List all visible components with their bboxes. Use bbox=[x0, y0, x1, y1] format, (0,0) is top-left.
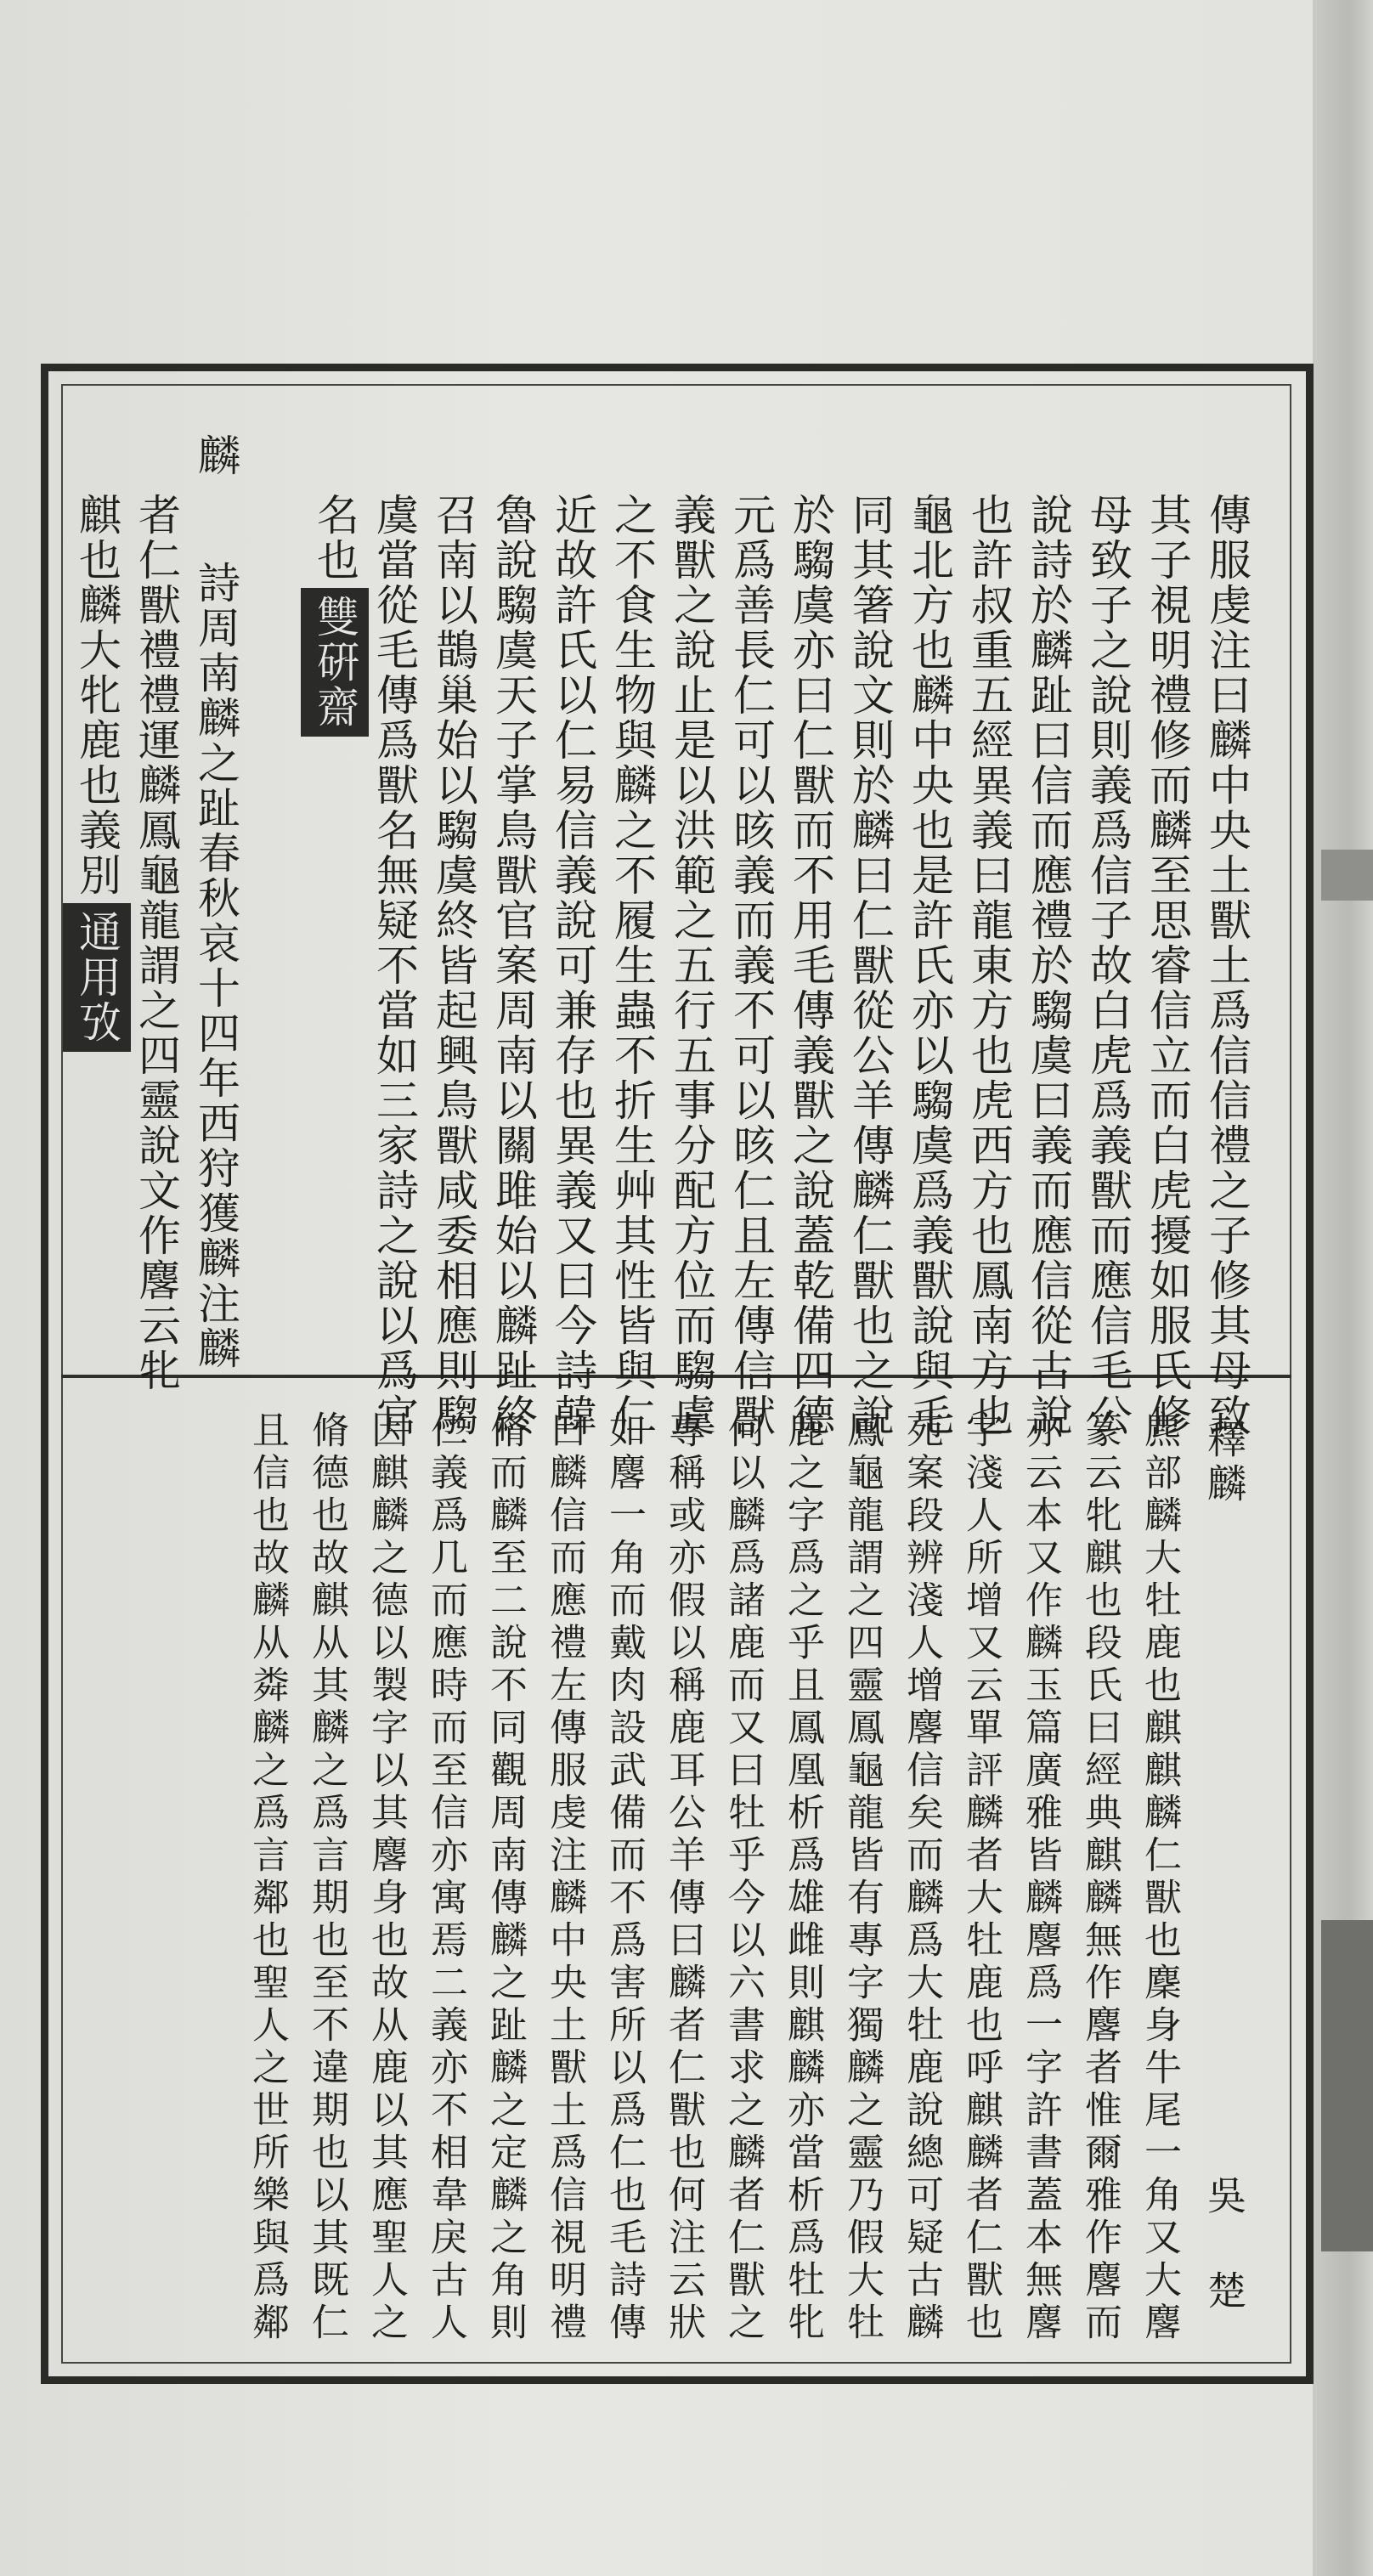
text-column: 同其箸說文則於麟曰仁獸從公羊傳麟仁獸也之說 bbox=[845, 493, 895, 1438]
text-column: 仁義爲几而應時而至信亦寓焉二義亦不相韋戾古人 bbox=[424, 1410, 467, 2345]
source-tag: 通用攷 bbox=[63, 903, 131, 1052]
text-column: 於騶虞亦曰仁獸而不用毛傳義獸之說蓋乾備四德 bbox=[786, 493, 835, 1438]
source-tag: 雙硏齋 bbox=[301, 588, 369, 737]
essay-author: 吳 楚 bbox=[1201, 2175, 1247, 2314]
text-column: 麃部麟大牡鹿也麒麒麟仁獸也麇身牛尾一角又大麐 bbox=[1138, 1410, 1181, 2345]
text-column: 專稱或亦假以稱鹿耳公羊傳曰麟者仁獸也何注云狀 bbox=[662, 1410, 705, 2345]
spine-tab-mark bbox=[1321, 850, 1373, 901]
text-column: 近故許氏以仁易信義說可兼存也異義又曰今詩韓 bbox=[548, 493, 597, 1438]
text-column: 且信也故麟从粦麟之爲言鄰也聖人之世所樂與爲鄰 bbox=[246, 1410, 289, 2345]
text-column: 之不食生物與麟之不履生蟲不折生艸其性皆與仁 bbox=[607, 493, 657, 1438]
text-column: 脩德也故麒从其麟之爲言期也至不違期也以其既仁 bbox=[305, 1410, 348, 2345]
text-column: 篆云牝麒也段氏曰經典麒麟無作麐者惟爾雅作麐而 bbox=[1078, 1410, 1122, 2345]
text-column bbox=[301, 493, 369, 742]
text-column: 龜北方也麟中央也是許氏亦以騶虞爲義獸說與毛 bbox=[905, 493, 954, 1438]
text-column: 亦云本又作麟玉篇廣雅皆麟麐爲一字許書蓋本無麐 bbox=[1019, 1410, 1062, 2345]
text-column: 召南以鵲巢始以騶虞終皆起興鳥獸咸委相應則騶 bbox=[429, 493, 478, 1438]
text-fragment: 名也 bbox=[310, 493, 359, 583]
text-fragment: 麒也麟大牝鹿也義別 bbox=[72, 493, 121, 898]
text-column: 說詩於麟趾曰信而應禮於騶虞曰義而應信從古說 bbox=[1024, 493, 1073, 1438]
text-column: 義獸之說止是以洪範之五行五事分配方位而騶虞 bbox=[667, 493, 716, 1438]
text-column: 其子視明禮修而麟至思睿信立而白虎擾如服氏修 bbox=[1143, 493, 1192, 1438]
text-column: 鹿之字爲之乎且鳳凰析爲雄雌則麒麟亦當析爲牡牝 bbox=[781, 1410, 824, 2345]
text-column: 何以麟爲諸鹿而又曰牡乎今以六書求之麟者仁獸之 bbox=[721, 1410, 765, 2345]
text-column: 字淺人所增又云單評麟者大牡鹿也呼麒麟者仁獸也 bbox=[959, 1410, 1003, 2345]
essay-title: 釋麟 bbox=[1201, 1419, 1247, 1507]
text-column: 傳服虔注曰麟中央土獸土爲信信禮之子修其母致 bbox=[1202, 493, 1252, 1438]
text-column: 元爲善長仁可以晐義而義不可以晐仁且左傳信獸 bbox=[726, 493, 776, 1438]
text-column: 也許叔重五經異義曰龍東方也虎西方也鳳南方也 bbox=[964, 493, 1014, 1438]
text-column: 母致子之說則義爲信子故白虎爲義獸而應信毛公 bbox=[1083, 493, 1133, 1438]
entry-heading: 麟 bbox=[191, 433, 240, 478]
spine-shadow-mark bbox=[1321, 1920, 1373, 2251]
text-column: 因麒麟之德以製字以其麐身也故从鹿以其應聖人之 bbox=[364, 1410, 408, 2345]
text-column: 脩而麟至二說不同觀周南傳麟之趾麟之定麟之角則 bbox=[483, 1410, 527, 2345]
text-column: 魯說騶虞天子掌鳥獸官案周南以關雎始以麟趾終 bbox=[489, 493, 538, 1438]
text-column: 苑案段辨淺人增麐信矣而麟爲大牡鹿說總可疑古麟 bbox=[900, 1410, 943, 2345]
text-column: 如麐一角而戴肉設武備而不爲害所以爲仁也毛詩傳 bbox=[602, 1410, 646, 2345]
text-column bbox=[63, 493, 131, 1057]
text-column: 者仁獸禮禮運麟鳳龜龍謂之四靈說文作麐云牝 bbox=[132, 493, 181, 1393]
text-column: 詩周南麟之趾春秋哀十四年西狩獲麟注麟 bbox=[191, 561, 240, 1371]
text-column: 曰麟信而應禮左傳服虔注麟中央土獸土爲信視明禮 bbox=[543, 1410, 586, 2345]
text-column: 虞當從毛傳爲獸名無疑不當如三家詩之說以爲官 bbox=[370, 493, 419, 1438]
text-column: 鳳龜龍謂之四靈鳳龜龍皆有專字獨麟之靈乃假大牡 bbox=[840, 1410, 884, 2345]
